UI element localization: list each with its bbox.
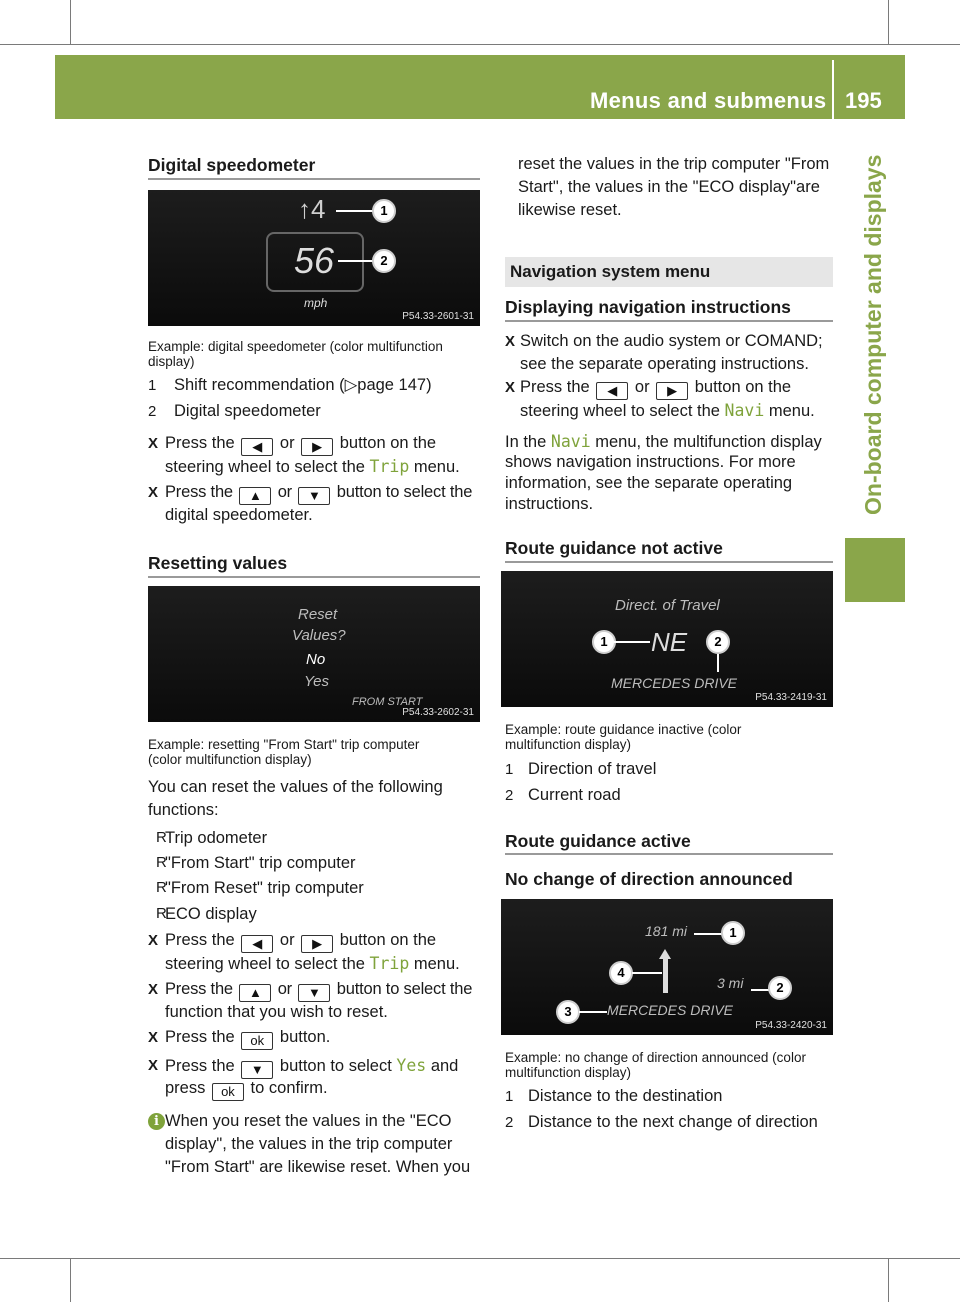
step-text: steering wheel to select the Navi menu.: [520, 401, 815, 420]
down-key: ▼: [298, 984, 330, 1002]
straight-arrow-icon: [663, 957, 668, 993]
body-text: Start", the values in the "ECO display"are: [518, 178, 820, 196]
down-key: ▼: [298, 487, 330, 505]
step-text: see the separate operating instructions.: [520, 355, 809, 373]
body-text: functions:: [148, 801, 219, 819]
callout-line: [717, 654, 719, 672]
right-key: ▶: [301, 438, 333, 456]
step-text: steering wheel to select the Trip menu.: [165, 457, 460, 476]
menu-yes: Yes: [396, 1056, 427, 1075]
figure-code: P54.33-2420-31: [755, 1020, 827, 1031]
callout-line: [336, 210, 374, 212]
item-number: 1: [505, 761, 514, 778]
distance-destination: 181 mi: [645, 923, 688, 939]
header-divider: [832, 60, 834, 119]
reset-no: No: [306, 651, 326, 668]
info-icon: i: [148, 1113, 165, 1130]
callout-4: 4: [609, 961, 633, 985]
current-road: MERCEDES DRIVE: [611, 675, 738, 691]
reset-line2: Values?: [292, 627, 346, 644]
caption: multifunction display): [505, 1065, 632, 1080]
body-text: likewise reset.: [518, 201, 622, 219]
distance-next-change: 3 mi: [717, 975, 744, 991]
menu-trip: Trip: [369, 457, 410, 476]
heading-route-guidance-active: Route guidance active: [505, 831, 691, 851]
right-key: ▶: [656, 382, 688, 400]
item-number: 1: [505, 1088, 514, 1105]
step-text: Press the ▲ or ▼ button to select the: [165, 483, 473, 503]
info-text: When you reset the values in the "ECO: [165, 1112, 452, 1130]
crop-mark: [888, 1258, 889, 1302]
caption: multifunction display): [505, 737, 632, 752]
section-title: Navigation system menu: [510, 262, 711, 281]
heading-rule: [505, 853, 833, 855]
side-section-label: On-board computer and displays: [860, 154, 886, 515]
step-text: Press the ◀ or ▶ button on the: [165, 931, 437, 951]
heading-route-guidance-not-active: Route guidance not active: [505, 538, 723, 558]
bullet-text: Trip odometer: [165, 829, 268, 847]
crop-mark: [70, 0, 71, 44]
heading-no-change: No change of direction announced: [505, 869, 793, 889]
crop-mark: [0, 1258, 960, 1259]
body-text: reset the values in the trip computer "From: [518, 155, 830, 173]
speed-value: 56: [294, 240, 335, 281]
info-text: display", the values in the trip computer: [165, 1135, 453, 1153]
step-text: Press the ▼ button to select Yes and: [165, 1056, 459, 1077]
item-text: Direction of travel: [528, 760, 657, 778]
bullet: R: [156, 879, 167, 896]
direct-of-travel: Direct. of Travel: [615, 597, 720, 614]
caption: Example: no change of direction announced (color: [505, 1050, 806, 1065]
ok-key: ok: [241, 1032, 273, 1050]
reset-footer: FROM START: [352, 696, 423, 708]
figure-code: P54.33-2419-31: [755, 692, 827, 703]
figure-reset: [148, 586, 480, 722]
shift-recommendation: ↑4: [298, 194, 326, 224]
body-text: shows navigation instructions. For more: [505, 453, 796, 471]
bullet: R: [156, 829, 167, 846]
left-key: ◀: [241, 438, 273, 456]
callout-1: 1: [592, 630, 616, 654]
heading-rule: [505, 561, 833, 563]
callout-line: [694, 933, 722, 935]
page-number: 195: [845, 88, 882, 113]
bullet-text: "From Reset" trip computer: [165, 879, 364, 897]
step-text: Press the ◀ or ▶ button on the: [520, 378, 792, 398]
step-arrow: X: [505, 333, 516, 350]
step-arrow: X: [148, 932, 159, 949]
reset-yes: Yes: [304, 673, 330, 690]
callout-1: 1: [721, 921, 745, 945]
heading-rule: [505, 320, 833, 322]
body-text: information, see the separate operating: [505, 474, 793, 492]
step-text: Switch on the audio system or COMAND;: [520, 332, 823, 350]
callout-1: 1: [372, 199, 396, 223]
callout-line: [338, 260, 374, 262]
caption: Example: route guidance inactive (color: [505, 722, 742, 737]
item-number: 1: [148, 377, 157, 394]
direction-value: NE: [651, 627, 688, 657]
crop-mark: [70, 1258, 71, 1302]
item-text: Digital speedometer: [174, 402, 321, 420]
item-number: 2: [505, 1114, 514, 1131]
heading-digital-speedometer: Digital speedometer: [148, 155, 316, 175]
item-text: Distance to the destination: [528, 1087, 723, 1105]
bullet-text: "From Start" trip computer: [165, 854, 356, 872]
heading-rule: [148, 178, 480, 180]
body-text: You can reset the values of the following: [148, 778, 443, 796]
callout-2: 2: [372, 249, 396, 273]
arrow-head-icon: [659, 949, 671, 959]
bullet: R: [156, 905, 167, 922]
header-title: Menus and submenus: [590, 88, 827, 113]
step-arrow: X: [148, 1029, 159, 1046]
callout-line: [579, 1011, 607, 1013]
item-number: 2: [148, 403, 157, 420]
body-text: instructions.: [505, 495, 594, 513]
step-arrow: X: [148, 1057, 159, 1074]
caption: Example: digital speedometer (color multifunction display): [148, 339, 443, 369]
caption: Example: resetting "From Start" trip computer: [148, 737, 420, 752]
figure-code: P54.33-2601-31: [402, 311, 474, 322]
item-text: Shift recommendation (▷page 147): [174, 376, 432, 394]
menu-navi: Navi: [550, 432, 591, 451]
body-text: In the Navi menu, the multifunction display: [505, 432, 822, 451]
step-arrow: X: [148, 435, 159, 452]
right-key: ▶: [301, 935, 333, 953]
step-text: function that you wish to reset.: [165, 1003, 388, 1021]
callout-line: [614, 641, 650, 643]
step-text: steering wheel to select the Trip menu.: [165, 954, 460, 973]
figure-route-inactive: [501, 571, 833, 707]
menu-navi: Navi: [724, 401, 765, 420]
up-key: ▲: [239, 984, 271, 1002]
reset-line1: Reset: [298, 606, 338, 623]
heading-rule: [148, 576, 480, 578]
callout-3: 3: [556, 1000, 580, 1024]
step-arrow: X: [505, 379, 516, 396]
step-text: Press the ▲ or ▼ button to select the: [165, 980, 473, 1000]
figure-speedometer: [148, 190, 480, 326]
heading-displaying-navigation: Displaying navigation instructions: [505, 297, 791, 317]
step-text: press ok to confirm.: [165, 1079, 328, 1099]
item-text: Current road: [528, 786, 621, 804]
side-tab-marker: [845, 538, 905, 602]
down-key: ▼: [241, 1061, 273, 1079]
figure-route-active: [501, 899, 833, 1035]
info-text: "From Start" are likewise reset. When you: [165, 1158, 471, 1176]
step-arrow: X: [148, 981, 159, 998]
left-key: ◀: [241, 935, 273, 953]
step-text: Press the ◀ or ▶ button on the: [165, 434, 437, 454]
bullet-text: ECO display: [165, 905, 257, 923]
callout-2: 2: [706, 630, 730, 654]
step-arrow: X: [148, 484, 159, 501]
item-text: Distance to the next change of direction: [528, 1113, 818, 1131]
step-text: digital speedometer.: [165, 506, 313, 524]
ok-key: ok: [212, 1083, 244, 1101]
callout-2: 2: [768, 976, 792, 1000]
step-text: Press the ok button.: [165, 1028, 331, 1048]
left-key: ◀: [596, 382, 628, 400]
item-number: 2: [505, 787, 514, 804]
up-key: ▲: [239, 487, 271, 505]
bullet: R: [156, 854, 167, 871]
menu-trip: Trip: [369, 954, 410, 973]
crop-mark: [888, 0, 889, 44]
figure-code: P54.33-2602-31: [402, 707, 474, 718]
caption: (color multifunction display): [148, 752, 312, 767]
section-box: [505, 257, 833, 287]
callout-line: [632, 972, 662, 974]
speed-unit: mph: [304, 296, 328, 310]
current-road: MERCEDES DRIVE: [607, 1002, 734, 1018]
crop-mark: [0, 44, 960, 45]
heading-resetting-values: Resetting values: [148, 553, 288, 573]
